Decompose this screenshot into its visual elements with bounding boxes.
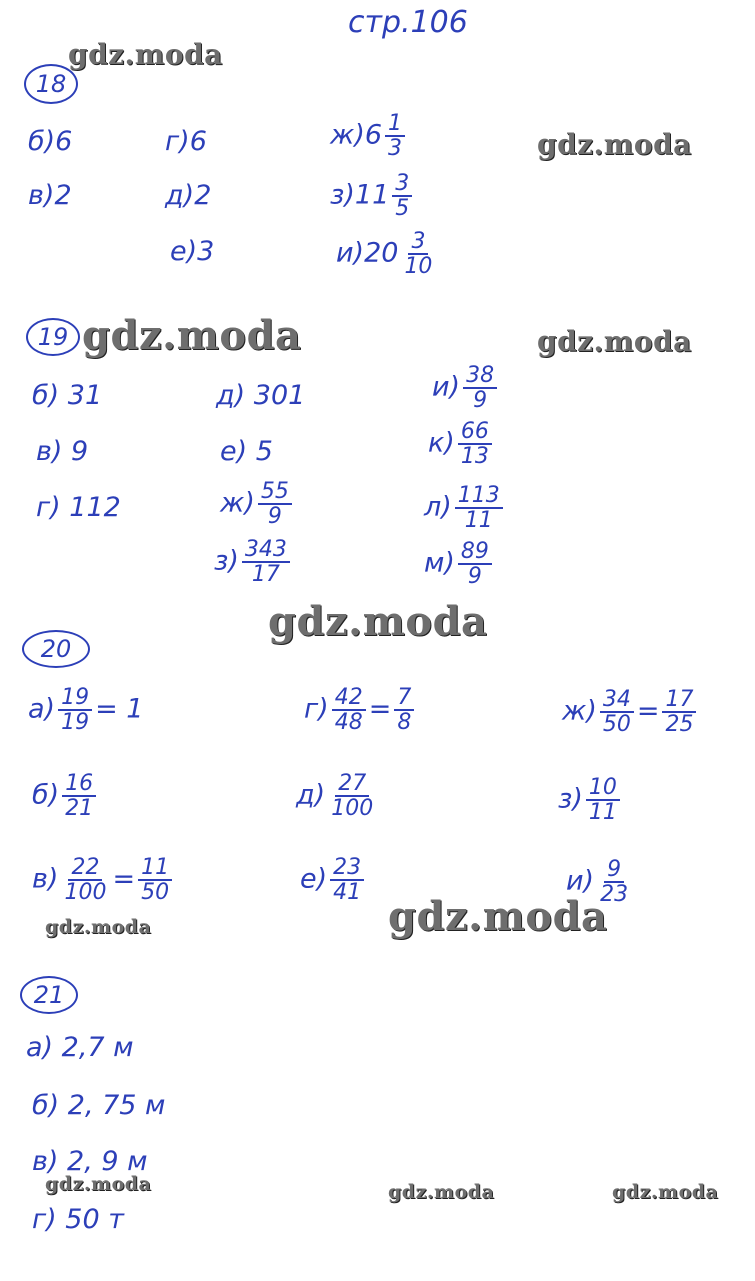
denominator: 3 — [388, 136, 403, 162]
answer-21g: г) 50 т — [32, 1204, 124, 1235]
fraction — [258, 480, 292, 528]
answer-20zh — [562, 688, 699, 736]
answer-20zh-label: ж) — [562, 695, 597, 727]
numerator: 27 — [335, 772, 369, 797]
fraction — [62, 772, 96, 820]
task-number-20: 20 — [22, 630, 90, 668]
answer-19d: д) 301 — [216, 380, 306, 411]
numerator: 113 — [455, 484, 503, 509]
denominator: 11 — [588, 800, 617, 826]
numerator: 10 — [586, 776, 620, 801]
numerator: 66 — [458, 420, 492, 445]
watermark: gdz.moda — [612, 1181, 719, 1203]
denominator: 50 — [141, 880, 170, 906]
fraction — [61, 856, 109, 904]
fraction — [392, 172, 412, 220]
denominator: 48 — [334, 710, 363, 736]
answer-20z — [558, 776, 623, 824]
numerator: 19 — [58, 686, 92, 711]
numerator: 11 — [138, 856, 172, 881]
answer-20a-label: а) — [28, 693, 56, 725]
denominator: 9 — [267, 504, 282, 530]
denominator: 8 — [397, 710, 412, 736]
denominator: 9 — [467, 564, 482, 590]
answer-19z-label: з) — [214, 545, 239, 577]
answer-20b-label: б) — [32, 779, 60, 811]
answer-18e: е)3 — [170, 236, 215, 267]
equals-sign: = — [636, 695, 660, 727]
fraction — [138, 856, 172, 904]
watermark: gdz.moda — [82, 312, 302, 359]
denominator: 100 — [64, 880, 107, 906]
page-reference: стр.106 — [348, 5, 468, 40]
answer-20z-label: з) — [558, 783, 583, 815]
answer-18z-whole: з)11 — [330, 179, 390, 211]
numerator: 17 — [662, 688, 696, 713]
numerator: 3 — [392, 172, 412, 197]
answer-20v-label: в) — [32, 863, 59, 895]
watermark: gdz.moda — [537, 325, 692, 358]
numerator: 1 — [385, 112, 405, 137]
fraction — [58, 686, 92, 734]
answer-19i-label: и) — [432, 371, 461, 403]
fraction — [597, 858, 631, 906]
answer-18zh — [330, 112, 408, 160]
watermark: gdz.moda — [388, 1181, 495, 1203]
answer-19zh — [220, 480, 295, 528]
denominator: 19 — [61, 710, 90, 736]
task-number-18: 18 — [24, 64, 78, 104]
equals-sign: = — [368, 693, 392, 725]
answer-19i — [432, 364, 500, 412]
answer-20e — [300, 856, 367, 904]
answer-18b: б)6 — [28, 126, 73, 157]
numerator: 34 — [600, 688, 634, 713]
answer-19m-label: м) — [424, 547, 455, 579]
fraction — [328, 772, 376, 820]
fraction — [458, 420, 492, 468]
answer-20v — [32, 856, 175, 904]
denominator: 11 — [464, 508, 493, 534]
answer-18i — [336, 230, 438, 278]
answer-19zh-label: ж) — [220, 487, 255, 519]
denominator: 5 — [395, 196, 410, 222]
answer-20d-label: д) — [296, 779, 326, 811]
numerator: 23 — [330, 856, 364, 881]
fraction — [463, 364, 497, 412]
numerator: 7 — [394, 686, 414, 711]
answer-20b — [32, 772, 99, 820]
numerator: 55 — [258, 480, 292, 505]
answer-21b: б) 2, 75 м — [32, 1090, 166, 1121]
answer-18v: в)2 — [28, 180, 72, 211]
fraction — [394, 686, 414, 734]
numerator: 22 — [68, 856, 102, 881]
answer-20e-label: е) — [300, 863, 328, 895]
answer-19l — [424, 484, 506, 532]
fraction — [385, 112, 405, 160]
denominator: 41 — [333, 880, 362, 906]
answer-20i — [566, 858, 634, 906]
answer-19k — [428, 420, 495, 468]
denominator: 25 — [665, 712, 694, 738]
denominator: 17 — [251, 562, 280, 588]
answer-19l-label: л) — [424, 491, 452, 523]
task-number-19: 19 — [26, 318, 80, 356]
denominator: 50 — [602, 712, 631, 738]
watermark: gdz.moda — [45, 916, 152, 938]
numerator: 16 — [62, 772, 96, 797]
watermark: gdz.moda — [537, 128, 692, 161]
answer-20i-label: и) — [566, 865, 595, 897]
numerator: 42 — [332, 686, 366, 711]
fraction — [662, 688, 696, 736]
answer-18z — [330, 172, 415, 220]
fraction — [586, 776, 620, 824]
watermark: gdz.moda — [388, 893, 608, 940]
fraction — [401, 230, 435, 278]
numerator: 89 — [458, 540, 492, 565]
denominator: 9 — [473, 388, 488, 414]
fraction — [242, 538, 290, 586]
answer-19b: б) 31 — [32, 380, 103, 411]
denominator: 13 — [460, 444, 489, 470]
denominator: 100 — [331, 796, 374, 822]
answer-19e: е) 5 — [220, 436, 273, 467]
fraction — [600, 688, 634, 736]
answer-20a — [28, 686, 143, 734]
numerator: 3 — [408, 230, 428, 255]
answer-18g: г)6 — [165, 126, 207, 157]
answer-19g: г) 112 — [36, 492, 121, 523]
watermark: gdz.moda — [268, 598, 488, 645]
answer-18zh-whole: ж)6 — [330, 119, 383, 151]
numerator: 343 — [242, 538, 290, 563]
numerator: 9 — [604, 858, 624, 883]
answer-19z — [214, 538, 293, 586]
fraction — [458, 540, 492, 588]
fraction — [332, 686, 366, 734]
answer-20g — [304, 686, 417, 734]
denominator: 10 — [404, 254, 433, 280]
answer-19k-label: к) — [428, 427, 455, 459]
answer-19m — [424, 540, 495, 588]
equals-sign: = — [112, 863, 136, 895]
answer-20a-result: = 1 — [95, 693, 144, 725]
denominator: 21 — [65, 796, 94, 822]
numerator: 38 — [463, 364, 497, 389]
answer-18i-whole: и)20 — [336, 237, 399, 269]
denominator: 23 — [600, 882, 629, 908]
answer-20g-label: г) — [304, 693, 329, 725]
fraction — [330, 856, 364, 904]
answer-21v: в) 2, 9 м — [32, 1146, 148, 1177]
task-number-21: 21 — [20, 976, 78, 1014]
fraction — [455, 484, 503, 532]
watermark: gdz.moda — [45, 1173, 152, 1195]
answer-19v: в) 9 — [36, 436, 89, 467]
answer-18d: д)2 — [165, 180, 212, 211]
answer-21a: а) 2,7 м — [26, 1032, 134, 1063]
answer-20d — [296, 772, 379, 820]
watermark: gdz.moda — [68, 38, 223, 71]
